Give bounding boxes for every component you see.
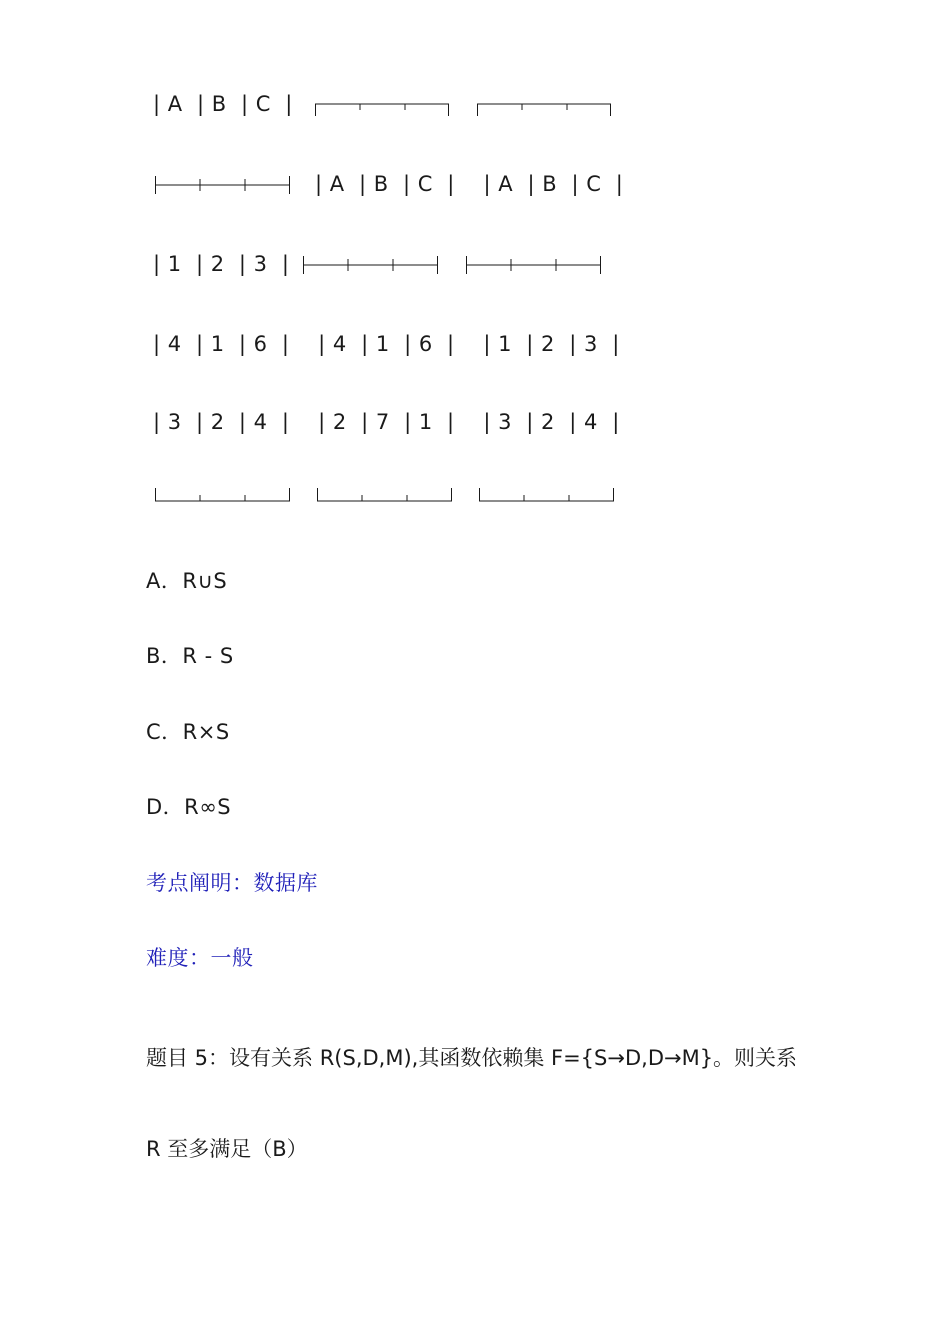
- option-c: C．R×S: [146, 720, 230, 744]
- option-a: A．R∪S: [146, 569, 228, 593]
- table-top-border-s: [315, 100, 450, 120]
- table-bottom-border-result: [479, 488, 615, 504]
- table-bottom-border-s: [317, 488, 453, 504]
- table-bottom-border-r: [155, 488, 291, 504]
- difficulty-label: 难度：一般: [146, 946, 254, 970]
- topic-label: 考点阐明：数据库: [146, 871, 318, 895]
- table-separator-result: [466, 256, 602, 276]
- table-row-header-s-result: | A | B | C | | A | B | C |: [315, 172, 624, 196]
- question-5-line-2: R 至多满足（B）: [146, 1137, 308, 1161]
- table-top-border-result: [477, 100, 612, 120]
- table-row-header-r: | A | B | C |: [153, 92, 293, 116]
- option-d: D．R∞S: [146, 795, 232, 819]
- table-separator-r: [155, 176, 291, 196]
- option-b: B．R - S: [146, 644, 234, 668]
- question-5-line-1: 题目 5：设有关系 R(S,D,M),其函数依赖集 F={S→D,D→M}。则关系: [146, 1046, 798, 1070]
- table-row-data-3: | 3 | 2 | 4 | | 2 | 7 | 1 | | 3 | 2 | 4 |: [153, 410, 620, 434]
- table-separator-s: [303, 256, 439, 276]
- table-row-data-r-1: | 1 | 2 | 3 |: [153, 252, 290, 276]
- table-row-data-2: | 4 | 1 | 6 | | 4 | 1 | 6 | | 1 | 2 | 3 |: [153, 332, 620, 356]
